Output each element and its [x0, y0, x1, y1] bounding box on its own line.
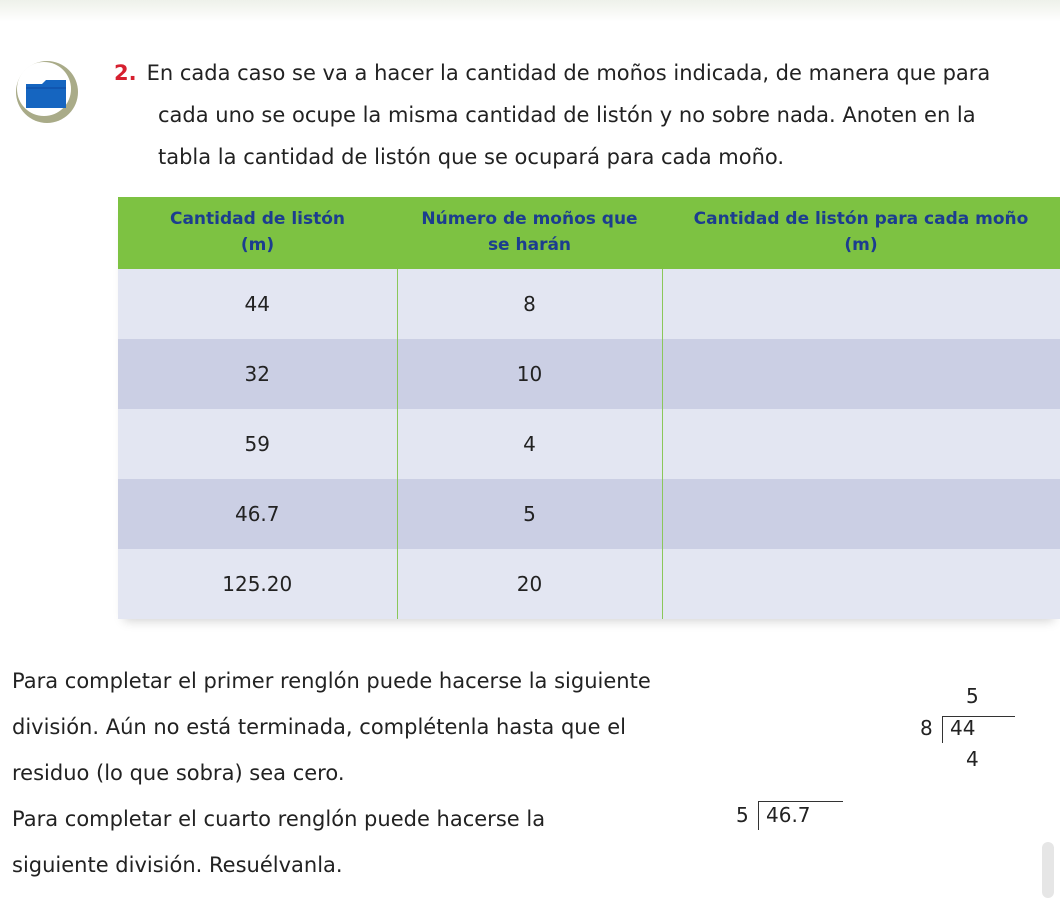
header-liston-por-mono: Cantidad de listón para cada moño (m) [662, 197, 1060, 268]
cell-monos: 4 [397, 409, 662, 479]
header-cantidad-liston: Cantidad de listón (m) [118, 197, 397, 268]
table-row [118, 339, 1060, 409]
division-divisor: 8 [920, 716, 933, 740]
exercise-line-3: tabla la cantidad de listón que se ocupará para cada moño. [158, 145, 785, 169]
table-row [118, 268, 1060, 339]
cell-answer[interactable] [662, 479, 1060, 549]
cell-liston: 46.7 [118, 479, 397, 549]
division-dividend: 46.7 [766, 803, 811, 827]
cell-answer[interactable] [662, 409, 1060, 479]
exercise-statement [114, 52, 1044, 178]
cell-monos: 8 [397, 268, 662, 339]
header-numero-monos: Número de moños que se harán [397, 197, 662, 268]
cell-liston: 44 [118, 268, 397, 339]
cell-monos: 10 [397, 339, 662, 409]
long-division-44-by-8 [920, 684, 1030, 774]
cell-answer[interactable] [662, 339, 1060, 409]
long-division-46-7-by-5 [736, 797, 856, 837]
top-band [0, 0, 1060, 22]
exercise-line-1: 2. En cada caso se va a hacer la cantidad de moños indicada, de manera que para [114, 61, 991, 85]
cell-answer[interactable] [662, 549, 1060, 619]
division-quotient: 5 [966, 684, 979, 708]
division-dividend: 44 [950, 716, 976, 740]
paragraph-first-row: Para completar el primer renglón puede hacerse la siguiente división. Aún no está terminada, complétenla hasta que el residuo (lo que sobra) sea cero. [12, 669, 651, 785]
paragraph-fourth-row: Para completar el cuarto renglón puede hacerse la siguiente división. Resuélvanla. [12, 807, 546, 877]
division-divisor: 5 [736, 803, 749, 827]
ribbon-table [118, 197, 1060, 619]
scrollbar-thumb[interactable] [1042, 842, 1054, 898]
table-row [118, 409, 1060, 479]
division-remainder: 4 [966, 747, 979, 771]
exercise-line-2: cada uno se ocupe la misma cantidad de listón y no sobre nada. Anoten en la [158, 103, 976, 127]
folder-icon [12, 58, 82, 126]
cell-liston: 125.20 [118, 549, 397, 619]
cell-monos: 20 [397, 549, 662, 619]
cell-monos: 5 [397, 479, 662, 549]
table-row [118, 549, 1060, 619]
table-header-row [118, 197, 1060, 268]
table-row [118, 479, 1060, 549]
cell-liston: 59 [118, 409, 397, 479]
cell-liston: 32 [118, 339, 397, 409]
exercise-number: 2. [114, 61, 137, 85]
cell-answer[interactable] [662, 268, 1060, 339]
